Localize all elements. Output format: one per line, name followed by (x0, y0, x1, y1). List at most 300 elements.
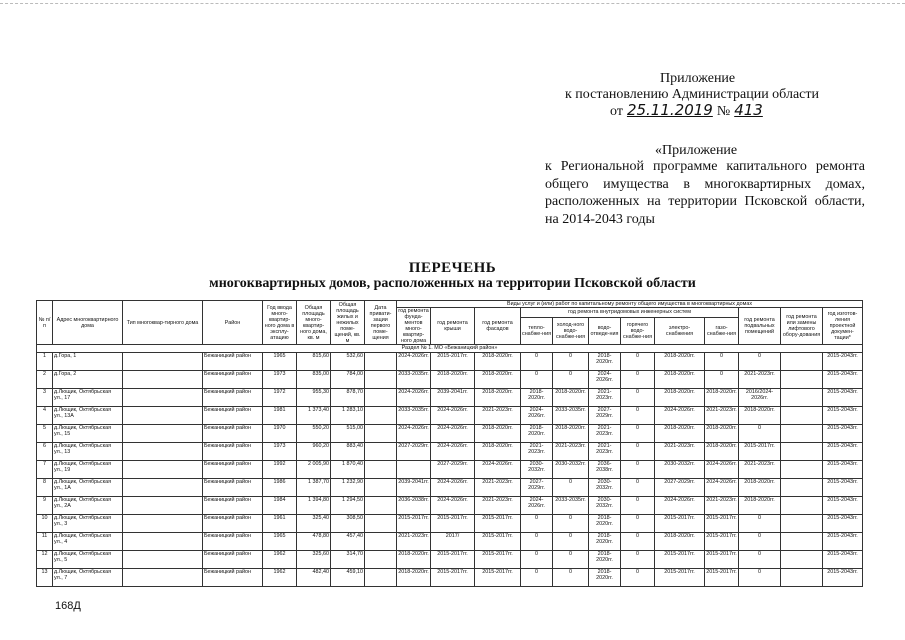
cell-house-type (123, 533, 203, 551)
cell-foundation: 2024-2026гг. (397, 425, 431, 443)
cell-address: д.Лющик, Октябрьская ул., 15 (53, 425, 123, 443)
cell-hot: 0 (621, 551, 655, 569)
cell-docs: 2015-2043гг. (823, 353, 863, 371)
appendix-heading: Приложение (660, 71, 736, 86)
cell-cold: 2030-2032гг. (553, 461, 589, 479)
cell-heat: 0 (521, 353, 553, 371)
cell-facade: 2018-2020гг. (475, 389, 521, 407)
cell-docs: 2015-2043гг. (823, 569, 863, 587)
cell-living-area: 457,40 (331, 533, 365, 551)
cell-roof: 2015-2017гг. (431, 551, 475, 569)
order-line (610, 102, 767, 120)
cell-house-type (123, 551, 203, 569)
cell-year: 1962 (263, 551, 297, 569)
cell-facade: 2015-2017гг. (475, 569, 521, 587)
cell-privatization (365, 515, 397, 533)
cell-living-area: 1 870,40 (331, 461, 365, 479)
cell-year: 1972 (263, 389, 297, 407)
cell-facade: 2021-2023гг. (475, 497, 521, 515)
cell-basement: 0 (739, 425, 781, 443)
table-row (37, 533, 863, 551)
cell-num: 6 (37, 443, 53, 461)
cell-docs: 2015-2043гг. (823, 371, 863, 389)
col-address: Адрес многоквартирного дома (53, 301, 123, 345)
cell-basement: 2018-2020гг. (739, 497, 781, 515)
cell-living-area: 308,50 (331, 515, 365, 533)
cell-facade: 2024-2026гг. (475, 461, 521, 479)
cell-electric: 2030-2032гг. (655, 461, 705, 479)
cell-privatization (365, 389, 397, 407)
cell-total-area: 478,80 (297, 533, 331, 551)
cell-hot: 0 (621, 461, 655, 479)
cell-gas: 2018-2020гг. (705, 443, 739, 461)
col-num: № п/п (37, 301, 53, 345)
cell-basement: 0 (739, 569, 781, 587)
col-facade: год ремонта фасадов (475, 308, 521, 345)
cell-elevator (781, 407, 823, 425)
cell-house-type (123, 479, 203, 497)
col-electric: электро-снабжения (655, 317, 705, 344)
cell-address: д.Лющик, Октябрьская ул., 19 (53, 461, 123, 479)
cell-foundation: 2036-2038гг. (397, 497, 431, 515)
cell-num: 12 (37, 551, 53, 569)
cell-facade: 2015-2017гг. (475, 551, 521, 569)
cell-facade: 2021-2023гг. (475, 407, 521, 425)
cell-house-type (123, 443, 203, 461)
cell-hot: 0 (621, 533, 655, 551)
col-works-group: Виды услуг и (или) работ по капитальному ремонту общего имущества в многоквартирных домах (397, 301, 863, 308)
cell-foundation: 2018-2020гг. (397, 551, 431, 569)
cell-sewer: 2027-2029гг. (589, 407, 621, 425)
cell-hot: 0 (621, 371, 655, 389)
cell-elevator (781, 569, 823, 587)
cell-total-area: 325,60 (297, 551, 331, 569)
cell-privatization (365, 479, 397, 497)
table-row (37, 515, 863, 533)
cell-address: д.Лющик, Октябрьская ул., 17 (53, 389, 123, 407)
cell-privatization (365, 551, 397, 569)
cell-sewer: 2018-2020гг. (589, 569, 621, 587)
cell-basement: 0 (739, 551, 781, 569)
cell-num: 1 (37, 353, 53, 371)
cell-electric: 2018-2020гг. (655, 425, 705, 443)
cell-cold: 0 (553, 353, 589, 371)
cell-gas: 2018-2020гг. (705, 389, 739, 407)
cell-hot: 0 (621, 569, 655, 587)
cell-hot: 0 (621, 407, 655, 425)
cell-total-area: 815,60 (297, 353, 331, 371)
cell-district: Бежаницкий район (203, 443, 263, 461)
cell-house-type (123, 407, 203, 425)
cell-address: д.Лющик, Октябрьская ул., 13 (53, 443, 123, 461)
order-no-label: № (716, 104, 731, 119)
cell-privatization (365, 425, 397, 443)
program-paragraph: к Региональной программе капитального ремонта общего имущества в многоквартирных домах, расположенных на территории Псковской области, на 2014-2043 годы (545, 159, 865, 227)
scan-border (0, 3, 905, 4)
cell-elevator (781, 371, 823, 389)
section-row: Раздел № 1. МО «Бежаницкий район» (37, 345, 863, 353)
cell-gas: 2015-2017гг. (705, 551, 739, 569)
cell-gas: 2021-2023гг. (705, 407, 739, 425)
cell-heat: 2018-2020гг. (521, 425, 553, 443)
cell-house-type (123, 515, 203, 533)
cell-basement: 2018-2020гг. (739, 407, 781, 425)
cell-year: 1961 (263, 515, 297, 533)
cell-hot: 0 (621, 479, 655, 497)
cell-gas: 2024-2026гг. (705, 479, 739, 497)
col-living-area: Общая площадь жилых и нежилых поме-щений, кв. м (331, 301, 365, 345)
cell-living-area: 515,00 (331, 425, 365, 443)
cell-facade: 2021-2023гг. (475, 479, 521, 497)
cell-electric: 2024-2026гг. (655, 497, 705, 515)
cell-total-area: 835,00 (297, 371, 331, 389)
cell-foundation: 2033-2035гг. (397, 371, 431, 389)
houses-table (36, 300, 863, 587)
cell-district: Бежаницкий район (203, 497, 263, 515)
cell-sewer: 2021-2023гг. (589, 425, 621, 443)
cell-living-area: 784,00 (331, 371, 365, 389)
cell-sewer: 2018-2020гг. (589, 533, 621, 551)
cell-foundation: 2024-2026гг. (397, 389, 431, 407)
cell-docs: 2015-2043гг. (823, 479, 863, 497)
col-gas: газо-снабже-ния (705, 317, 739, 344)
cell-house-type (123, 461, 203, 479)
table-row (37, 353, 863, 371)
cell-facade: 2015-2017гг. (475, 533, 521, 551)
cell-num: 9 (37, 497, 53, 515)
cell-num: 3 (37, 389, 53, 407)
cell-privatization (365, 443, 397, 461)
cell-heat: 0 (521, 515, 553, 533)
cell-address: д.Гора, 1 (53, 353, 123, 371)
cell-address: д.Лющик, Октябрьская ул., 5 (53, 551, 123, 569)
cell-heat: 2024-2026гг. (521, 407, 553, 425)
cell-docs: 2015-2043гг. (823, 407, 863, 425)
cell-electric: 2018-2020гг. (655, 533, 705, 551)
cell-district: Бежаницкий район (203, 407, 263, 425)
cell-docs: 2015-2043гг. (823, 425, 863, 443)
cell-privatization (365, 497, 397, 515)
col-foundation: год ремонта фунда-ментов много-квартир-ного дома (398, 308, 429, 344)
table-row (37, 425, 863, 443)
cell-cold: 0 (553, 371, 589, 389)
cell-foundation: 2033-2035гг. (397, 407, 431, 425)
cell-hot: 0 (621, 515, 655, 533)
col-heat: тепло-снабже-ния (521, 317, 553, 344)
cell-total-area: 482,40 (297, 569, 331, 587)
cell-year: 1965 (263, 353, 297, 371)
cell-foundation: 2015-2017гг. (397, 515, 431, 533)
cell-roof: 2024-2026гг. (431, 479, 475, 497)
cell-living-area: 314,70 (331, 551, 365, 569)
cell-district: Бежаницкий район (203, 569, 263, 587)
cell-electric: 2018-2020гг. (655, 389, 705, 407)
cell-elevator (781, 515, 823, 533)
cell-living-area: 878,70 (331, 389, 365, 407)
table-row (37, 389, 863, 407)
cell-basement: 0 (739, 533, 781, 551)
cell-living-area: 1 294,50 (331, 497, 365, 515)
col-basement: год ремонта подвальных помещений (739, 308, 781, 345)
col-systems-group: год ремонта внутридомовых инженерных систем (521, 308, 739, 318)
cell-privatization (365, 533, 397, 551)
cell-cold: 0 (553, 569, 589, 587)
order-number: 413 (734, 101, 763, 119)
cell-sewer: 2030-2032гг. (589, 479, 621, 497)
cell-sewer: 2021-2023гг. (589, 443, 621, 461)
table-row (37, 497, 863, 515)
col-elevator: год ремонта или замены лифтового обору-дования (781, 308, 823, 345)
appendix-label: «Приложение (655, 143, 738, 158)
cell-docs: 2015-2043гг. (823, 533, 863, 551)
cell-year: 1962 (263, 569, 297, 587)
cell-elevator (781, 353, 823, 371)
cell-electric: 2015-2017гг. (655, 569, 705, 587)
col-docs: год изготов-ления проектной докумен-тации* (823, 308, 863, 345)
cell-roof: 2039-2041гг. (431, 389, 475, 407)
cell-year: 1981 (263, 407, 297, 425)
cell-house-type (123, 497, 203, 515)
cell-gas: 0 (705, 371, 739, 389)
cell-hot: 0 (621, 389, 655, 407)
cell-heat: 2027-2029гг. (521, 479, 553, 497)
cell-privatization (365, 407, 397, 425)
cell-privatization (365, 371, 397, 389)
cell-district: Бежаницкий район (203, 533, 263, 551)
cell-district: Бежаницкий район (203, 461, 263, 479)
table-row (37, 551, 863, 569)
cell-cold: 0 (553, 515, 589, 533)
cell-cold: 0 (553, 551, 589, 569)
cell-heat: 2018-2020гг. (521, 389, 553, 407)
cell-cold: 2033-2035гг. (553, 407, 589, 425)
cell-district: Бежаницкий район (203, 353, 263, 371)
cell-sewer: 2018-2020гг. (589, 353, 621, 371)
cell-year: 1992 (263, 461, 297, 479)
cell-num: 11 (37, 533, 53, 551)
cell-electric: 2018-2020гг. (655, 353, 705, 371)
cell-sewer: 2018-2020гг. (589, 551, 621, 569)
cell-docs: 2015-2043гг. (823, 443, 863, 461)
cell-roof: 2024-2026гг. (431, 497, 475, 515)
col-house-type: Тип многоквар-тирного дома (123, 301, 203, 345)
cell-num: 4 (37, 407, 53, 425)
cell-roof: 2024-2026гг. (431, 407, 475, 425)
cell-gas: 2024-2026гг. (705, 461, 739, 479)
cell-basement: 0 (739, 353, 781, 371)
table-row (37, 479, 863, 497)
cell-foundation: 2024-2026гг. (397, 353, 431, 371)
cell-elevator (781, 497, 823, 515)
cell-living-area: 532,60 (331, 353, 365, 371)
cell-hot: 0 (621, 497, 655, 515)
cell-roof: 2027-2029гг. (431, 461, 475, 479)
cell-living-area: 459,10 (331, 569, 365, 587)
cell-elevator (781, 425, 823, 443)
cell-facade: 2018-2020гг. (475, 443, 521, 461)
col-roof: год ремонта крыши (431, 308, 475, 345)
cell-roof: 2024-2026гг. (431, 425, 475, 443)
cell-roof: 2024-2026гг. (431, 443, 475, 461)
cell-total-area: 1 387,70 (297, 479, 331, 497)
cell-elevator (781, 533, 823, 551)
document-subtitle: многоквартирных домов, расположенных на территории Псковской области (209, 276, 696, 291)
cell-basement: 2016/2024-2026гг. (739, 389, 781, 407)
cell-district: Бежаницкий район (203, 371, 263, 389)
cell-roof: 2015-2017гг. (431, 569, 475, 587)
cell-address: д.Лющик, Октябрьская ул., 1А (53, 479, 123, 497)
cell-gas: 2015-2017гг. (705, 515, 739, 533)
cell-elevator (781, 551, 823, 569)
cell-living-area: 1 283,10 (331, 407, 365, 425)
cell-cold: 0 (553, 533, 589, 551)
cell-docs: 2015-2043гг. (823, 551, 863, 569)
cell-year: 1984 (263, 497, 297, 515)
cell-total-area: 955,30 (297, 389, 331, 407)
cell-gas: 0 (705, 353, 739, 371)
cell-elevator (781, 389, 823, 407)
cell-living-area: 883,40 (331, 443, 365, 461)
cell-hot: 0 (621, 353, 655, 371)
cell-house-type (123, 425, 203, 443)
page-number: 168Д (55, 600, 81, 612)
col-year: Год ввода много-квартир-ного дома в эксплу-атацию (263, 301, 297, 345)
col-privatization: Дата привати-зации первого поме-щения (365, 301, 397, 345)
cell-num: 13 (37, 569, 53, 587)
cell-foundation: 2018-2020гг. (397, 569, 431, 587)
cell-house-type (123, 353, 203, 371)
cell-basement: 0 (739, 515, 781, 533)
cell-house-type (123, 371, 203, 389)
cell-house-type (123, 569, 203, 587)
col-sewer: водо-отведе-ния (589, 317, 621, 344)
cell-roof: 2018-2020гг. (431, 371, 475, 389)
cell-year: 1986 (263, 479, 297, 497)
table-row (37, 407, 863, 425)
cell-electric: 2027-2029гг. (655, 479, 705, 497)
cell-district: Бежаницкий район (203, 515, 263, 533)
cell-gas: 2015-2017гг. (705, 569, 739, 587)
cell-electric: 2021-2023гг. (655, 443, 705, 461)
cell-electric: 2024-2026гг. (655, 407, 705, 425)
cell-heat: 0 (521, 533, 553, 551)
cell-hot: 0 (621, 443, 655, 461)
cell-heat: 2030-2032гг. (521, 461, 553, 479)
cell-docs: 2015-2043гг. (823, 515, 863, 533)
cell-district: Бежаницкий район (203, 551, 263, 569)
cell-total-area: 325,40 (297, 515, 331, 533)
cell-hot: 0 (621, 425, 655, 443)
col-hot: горячего водо-снабже-ния (621, 317, 655, 344)
cell-facade: 2015-2017гг. (475, 515, 521, 533)
cell-facade: 2018-2020гг. (475, 425, 521, 443)
cell-roof: 2017/ (431, 533, 475, 551)
cell-privatization (365, 461, 397, 479)
cell-facade: 2018-2020гг. (475, 371, 521, 389)
table-row (37, 461, 863, 479)
cell-num: 8 (37, 479, 53, 497)
cell-sewer: 2024-2026гг. (589, 371, 621, 389)
cell-num: 7 (37, 461, 53, 479)
cell-heat: 2021-2023гг. (521, 443, 553, 461)
cell-year: 1970 (263, 425, 297, 443)
cell-heat: 0 (521, 551, 553, 569)
cell-basement: 2015-2017гг. (739, 443, 781, 461)
cell-basement: 2021-2023гг. (739, 371, 781, 389)
cell-address: д.Лющик, Октябрьская ул., 7 (53, 569, 123, 587)
appendix-to-resolution: к постановлению Администрации области (565, 87, 819, 102)
cell-living-area: 1 232,90 (331, 479, 365, 497)
table-row (37, 569, 863, 587)
cell-sewer: 2030-2032гг. (589, 497, 621, 515)
document-title: ПЕРЕЧЕНЬ (408, 260, 497, 276)
cell-address: д.Лющик, Октябрьская ул., 2А (53, 497, 123, 515)
cell-roof: 2015-2017гг. (431, 353, 475, 371)
cell-privatization (365, 569, 397, 587)
cell-address: д.Гора, 2 (53, 371, 123, 389)
col-district: Район (203, 301, 263, 345)
cell-elevator (781, 479, 823, 497)
cell-year: 1973 (263, 371, 297, 389)
cell-roof: 2015-2017гг. (431, 515, 475, 533)
cell-sewer: 2036-2038гг. (589, 461, 621, 479)
cell-address: д.Лющик, Октябрьская ул., 13А (53, 407, 123, 425)
cell-heat: 0 (521, 371, 553, 389)
col-cold: холод-ного водо-снабже-ния (553, 317, 589, 344)
cell-heat: 0 (521, 569, 553, 587)
cell-cold: 2021-2023гг. (553, 443, 589, 461)
cell-foundation: 2027-2029гг. (397, 443, 431, 461)
cell-num: 2 (37, 371, 53, 389)
cell-heat: 2024-2026гг. (521, 497, 553, 515)
cell-docs: 2015-2043гг. (823, 389, 863, 407)
cell-total-area: 550,20 (297, 425, 331, 443)
cell-cold: 2018-2020гг. (553, 389, 589, 407)
cell-gas: 2018-2020гг. (705, 425, 739, 443)
cell-foundation: 2021-2023гг. (397, 533, 431, 551)
cell-house-type (123, 389, 203, 407)
cell-district: Бежаницкий район (203, 479, 263, 497)
cell-electric: 2015-2017гг. (655, 515, 705, 533)
cell-total-area: 960,20 (297, 443, 331, 461)
cell-foundation: 2039-2041гг. (397, 479, 431, 497)
cell-docs: 2015-2043гг. (823, 461, 863, 479)
cell-cold: 2033-2035гг. (553, 497, 589, 515)
cell-basement: 2018-2020гг. (739, 479, 781, 497)
cell-cold: 0 (553, 479, 589, 497)
cell-electric: 2015-2017гг. (655, 551, 705, 569)
cell-year: 1973 (263, 443, 297, 461)
cell-address: д.Лющик, Октябрьская ул., 4 (53, 533, 123, 551)
cell-docs: 2015-2043гг. (823, 497, 863, 515)
cell-privatization (365, 353, 397, 371)
cell-num: 5 (37, 425, 53, 443)
cell-sewer: 2021-2023гг. (589, 389, 621, 407)
table-row (37, 371, 863, 389)
order-prefix: от (610, 104, 623, 119)
col-total-area: Общая площадь много-квартир-ного дома, кв. м (297, 301, 331, 345)
cell-address: д.Лющик, Октябрьская ул., 3 (53, 515, 123, 533)
cell-electric: 2018-2020гг. (655, 371, 705, 389)
cell-elevator (781, 461, 823, 479)
cell-elevator (781, 443, 823, 461)
table-row (37, 443, 863, 461)
cell-district: Бежаницкий район (203, 389, 263, 407)
cell-num: 10 (37, 515, 53, 533)
cell-facade: 2018-2020гг. (475, 353, 521, 371)
cell-basement: 2021-2023гг. (739, 461, 781, 479)
cell-total-area: 1 373,40 (297, 407, 331, 425)
